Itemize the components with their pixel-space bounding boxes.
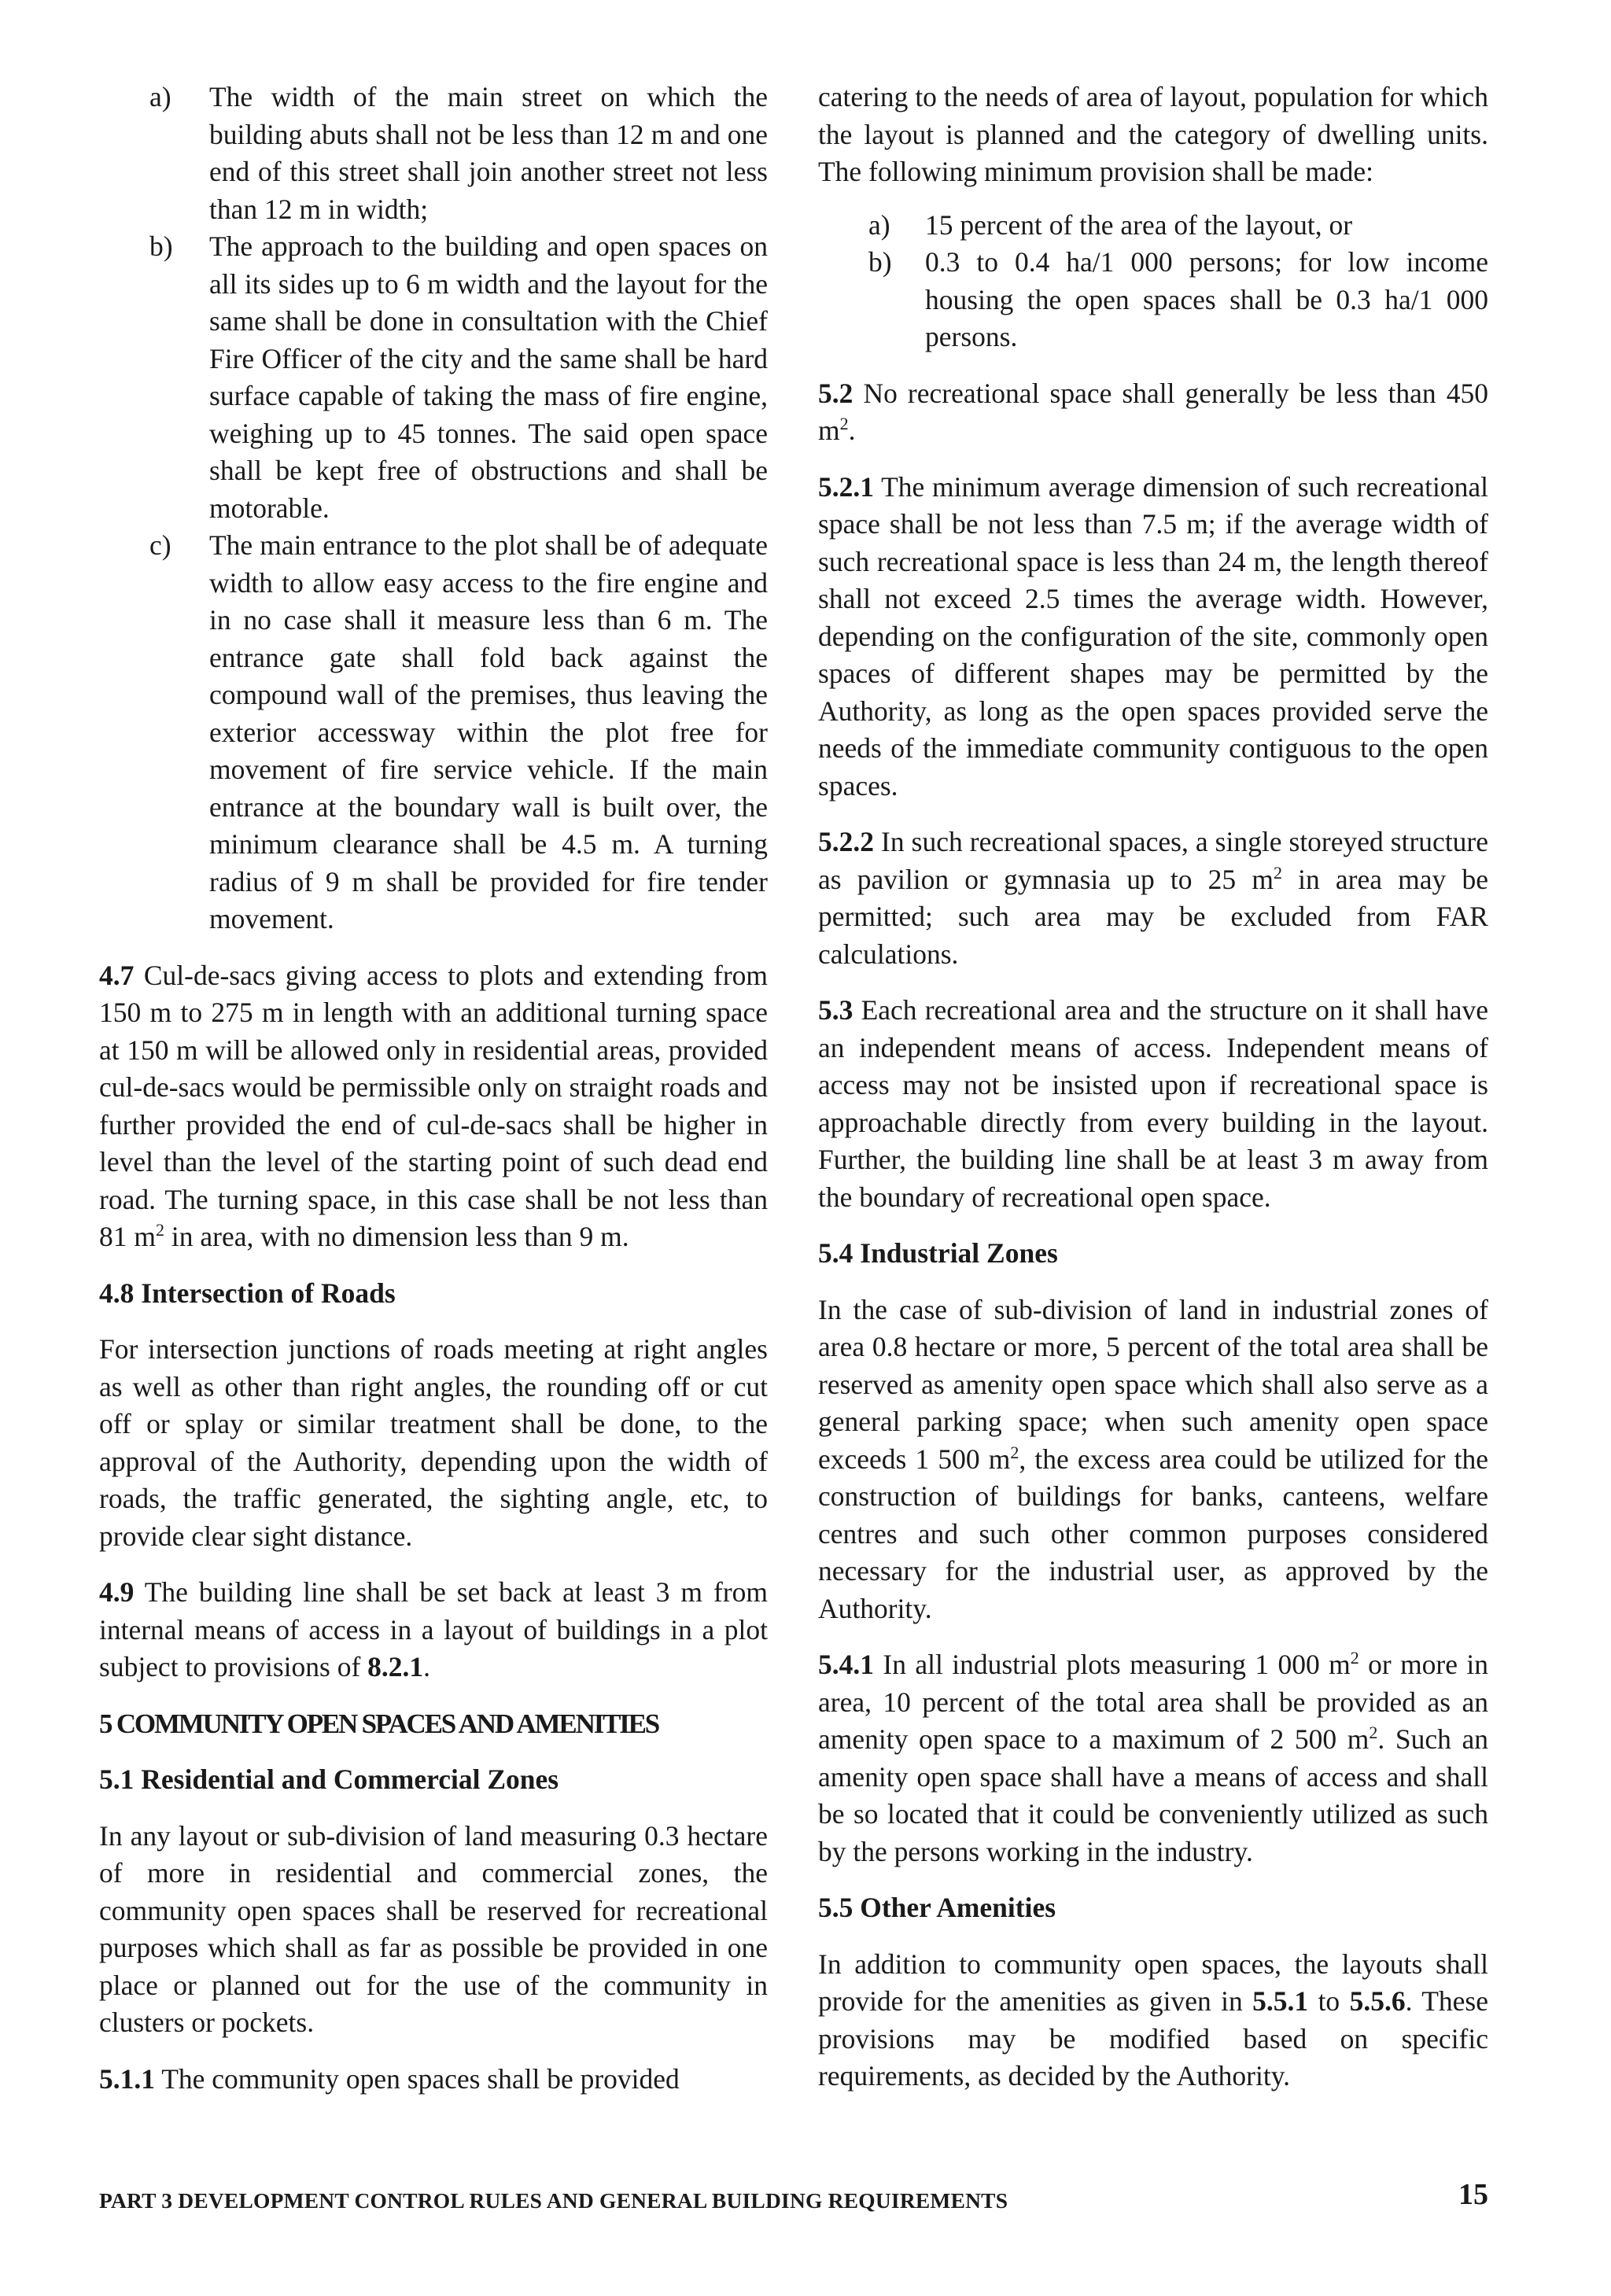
paragraph-text-end: in area, with no dimension less than 9 m. bbox=[164, 1221, 629, 1252]
list-label: c) bbox=[149, 529, 171, 561]
paragraph-5-1-1-continued: catering to the needs of area of layout, population for which the layout is planned and the category of dwelling units. The following minimum provision shall be made: bbox=[818, 81, 1488, 187]
superscript: 2 bbox=[1369, 1723, 1378, 1743]
paragraph-5-5 bbox=[818, 1946, 1488, 2095]
clause-number: 5.2 bbox=[818, 377, 853, 409]
paragraph-text: In the case of sub-division of land in industrial zones of area 0.8 hectare or more, 5 percent of the total area shall be reserved as amenity open space which shall also serve as a general parking space; when such amenity open space exceeds 1 500 m bbox=[818, 1293, 1488, 1475]
paragraph-text: The community open spaces shall be provided bbox=[161, 2062, 680, 2095]
paragraph-5-2 bbox=[818, 375, 1488, 450]
list-item-b bbox=[818, 244, 1488, 356]
list-item-a bbox=[818, 207, 1488, 245]
paragraph-text-end: , the excess area could be utilized for the construction of buildings for banks, canteens, welfare centres and such other common purposes considered necessary for the industrial user, as approved by the Authority. bbox=[818, 1443, 1488, 1624]
heading-5-5: 5.5 Other Amenities bbox=[818, 1892, 1056, 1923]
paragraph-text: In addition to community open spaces, the layouts shall provide for the amenities as given in bbox=[818, 1948, 1488, 2017]
clause-number: 5.4.1 bbox=[818, 1649, 874, 1680]
paragraph-4-9 bbox=[99, 1574, 768, 1686]
list-label: a) bbox=[868, 208, 890, 241]
paragraph-5-4-1 bbox=[818, 1646, 1488, 1870]
paragraph-text-end: . bbox=[423, 1651, 431, 1682]
superscript: 2 bbox=[839, 414, 849, 434]
paragraph-text: Each recreational area and the structure on it shall have an independent means of access. Independent means of access may not be insisted upon if recreational space is approachable directly from every building in the layout. Further, the building line shall be at least 3 m away from the boundary of recreational open space. bbox=[818, 994, 1489, 1213]
clause-number: 5.2.1 bbox=[818, 470, 874, 503]
list-text: The main entrance to the plot shall be of adequate width to allow easy access to the fire engine and in no case shall it measure less than 6 m. The entrance gate shall fold back against the compound wall of the premises, thus leaving the exterior accessway within the plot free for movement of fire service vehicle. If the main entrance at the boundary wall is built over, the minimum clearance shall be 4.5 m. A turning radius of 9 m shall be provided for fire tender movement. bbox=[209, 529, 768, 934]
paragraph-text-mid: or more in area, 10 percent of the total area shall be provided as an amenity open space to a maximum of 2 500 m bbox=[818, 1649, 1488, 1755]
paragraph-4-7 bbox=[99, 957, 768, 1256]
clause-number: 4.9 bbox=[99, 1576, 135, 1608]
superscript: 2 bbox=[1350, 1648, 1359, 1668]
superscript: 2 bbox=[1273, 862, 1282, 883]
list-item-b bbox=[99, 228, 768, 527]
paragraph-text: In all industrial plots measuring 1 000 m bbox=[883, 1649, 1351, 1680]
list-item-a bbox=[99, 79, 768, 228]
paragraph-text: The building line shall be set back at least 3 m from internal means of access in a layout of buildings in a plot subject to provisions of bbox=[99, 1576, 769, 1682]
paragraph-5-3 bbox=[818, 992, 1488, 1216]
heading-5-1: 5.1 Residential and Commercial Zones bbox=[99, 1763, 559, 1795]
list-text: The width of the main street on which the building abuts shall not be less than 12 m and one end of this street shall join another street not less than 12 m in width; bbox=[209, 81, 768, 225]
paragraph-text-end: in area may be permitted; such area may be excluded from FAR calculations. bbox=[818, 863, 1488, 970]
list-text: The approach to the building and open spaces on all its sides up to 6 m width and the layout for the same shall be done in consultation with the Chief Fire Officer of the city and the same shall be hard surface capable of taking the mass of fire engine, weighing up to 45 tonnes. The said open space shall be kept free of obstructions and shall be motorable. bbox=[209, 230, 768, 524]
heading-5-4: 5.4 Industrial Zones bbox=[818, 1237, 1058, 1269]
paragraph-text: The minimum average dimension of such recreational space shall be not less than 7.5 m; if the average width of such recreational space is less than 24 m, the length thereof shall not exceed 2.5 times the average width. However, depending on the configuration of the site, commonly open spaces of different shapes may be permitted by the Authority, as long as the open spaces provided serve the needs of the immediate community contiguous to the open spaces. bbox=[818, 470, 1488, 802]
paragraph-5-2-2 bbox=[818, 824, 1488, 973]
superscript: 2 bbox=[1010, 1442, 1019, 1462]
left-column bbox=[99, 79, 768, 2117]
list-text: 0.3 to 0.4 ha/1 000 persons; for low income housing the open spaces shall be 0.3 ha/1 000 persons. bbox=[925, 246, 1488, 352]
clause-number: 4.7 bbox=[99, 959, 135, 991]
paragraph-5-1-1 bbox=[99, 2061, 768, 2099]
paragraph-5-4 bbox=[818, 1292, 1488, 1628]
paragraph-text-end: . These provisions may be modified based on specific requirements, as decided by the Authority. bbox=[818, 1985, 1488, 2091]
paragraph-5-1: In any layout or sub-division of land measuring 0.3 hectare of more in residential and commercial zones, the community open spaces shall be reserved for recreational purposes which shall as far as possible be provided in one place or planned out for the use of the community in clusters or pockets. bbox=[99, 1819, 768, 2038]
paragraph-text-mid: to bbox=[1308, 1985, 1350, 2017]
paragraph-text-end: . Such an amenity open space shall have a means of access and shall be so located that it could be conveniently utilized as such by the persons working in the industry. bbox=[818, 1723, 1488, 1867]
superscript: 2 bbox=[156, 1220, 164, 1240]
paragraph-text-end: . bbox=[848, 415, 856, 446]
clause-number: 5.3 bbox=[818, 994, 853, 1026]
page-number: 15 bbox=[1458, 2178, 1488, 2211]
list-label: a) bbox=[149, 81, 171, 112]
paragraph-text: No recreational space shall generally be less than 450 m bbox=[818, 377, 1489, 446]
clause-number: 5.1.1 bbox=[99, 2062, 155, 2095]
cross-reference: 5.5.6 bbox=[1349, 1985, 1406, 2017]
clause-number: 5.2.2 bbox=[818, 826, 874, 857]
paragraph-text: In such recreational spaces, a single storeyed structure as pavilion or gymnasia up to 25 m bbox=[818, 826, 1489, 895]
cross-reference: 5.5.1 bbox=[1252, 1985, 1309, 2017]
heading-4-8: 4.8 Intersection of Roads bbox=[99, 1277, 396, 1309]
list-label: b) bbox=[149, 230, 173, 262]
footer-title: PART 3 DEVELOPMENT CONTROL RULES AND GENERAL BUILDING REQUIREMENTS bbox=[99, 2188, 1008, 2213]
list-item-c bbox=[99, 527, 768, 938]
section-heading-5: 5 COMMUNITY OPEN SPACES AND AMENITIES bbox=[99, 1708, 659, 1739]
list-label: b) bbox=[868, 246, 892, 278]
list-text: 15 percent of the area of the layout, or bbox=[925, 208, 1353, 241]
provision-list bbox=[818, 207, 1488, 356]
right-column bbox=[818, 79, 1488, 2114]
paragraph-text: Cul-de-sacs giving access to plots and extending from 150 m to 275 m in length with an additional turning space at 150 m will be allowed only in residential areas, provided cul-de-sacs would be permissible only on straight roads and further provided the end of cul-de-sacs shall be higher in level than the level of the starting point of such dead end road. The turning space, in this case shall be not less than 81 m bbox=[99, 959, 768, 1252]
paragraph-4-8: For intersection junctions of roads meeting at right angles as well as other than right angles, the rounding off or cut off or splay or similar treatment shall be done, to the approval of the Authority, depending upon the width of roads, the traffic generated, the sighting angle, etc, to provide clear sight distance. bbox=[99, 1333, 768, 1552]
cross-reference: 8.2.1 bbox=[367, 1651, 424, 1682]
paragraph-5-2-1 bbox=[818, 469, 1488, 805]
